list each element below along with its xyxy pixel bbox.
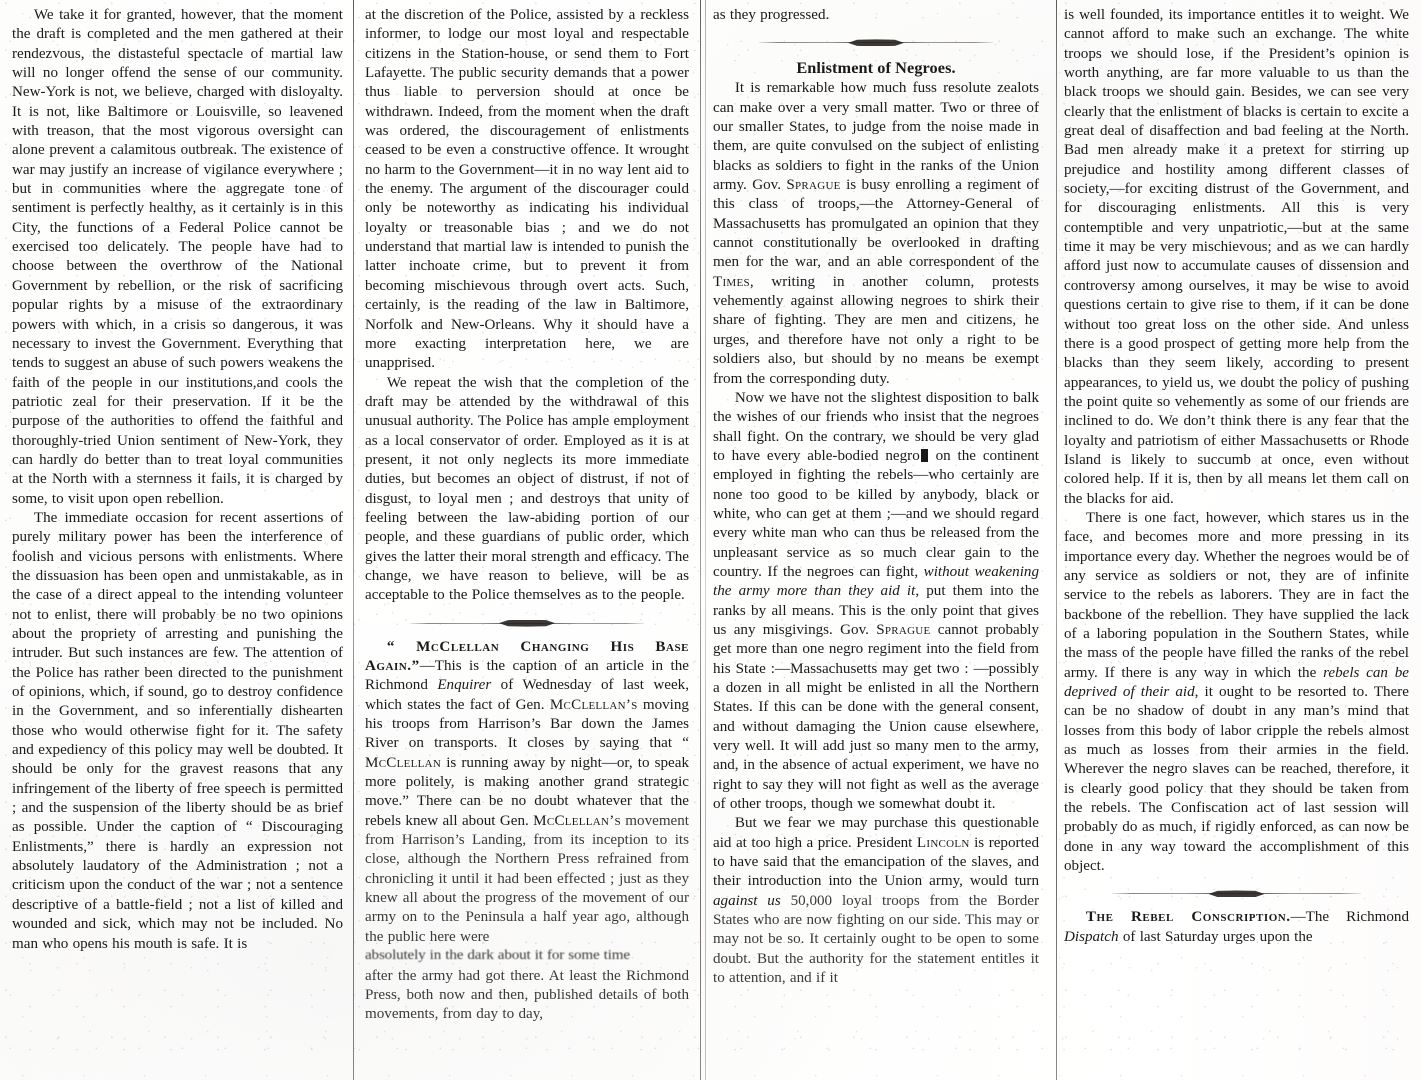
text-run: is reported to have said that the emancipation of the slaves, and their introduction into the Union army, would turn (713, 834, 1039, 890)
text-column-1 (0, 0, 353, 1080)
article-text: The Richmond (1305, 909, 1410, 926)
lens-divider-ornament (499, 620, 555, 627)
text-run: , it ought to be resorted to. There can be no shadow of doubt in any man’s mind that losses from this body of labor cripple the rebels almost as much as losses from their armies in the field. Wherever the negro slaves can be reached, therefore, it is clearly good policy that they should be taken from the rebels. The Confiscation act of last session will probably do as much, if rigidly enforced, as can now be done in any way toward the accomplishment of this object. (1064, 684, 1410, 875)
em-dash: — (1290, 909, 1306, 926)
paragraph: The immediate occasion for recent assertions of purely military power has been the interference of foolish and vicious persons with enlistments. Where the dissuasion has been open and unmistakable, as in the case of a direct appeal to the intending volunteer not to enlist, there will probably be no two opinions about the propriety of arresting and punishing the intruder. But such instances are few. The attention of the Police has rather been directed to the punishment of opinions, which, if sound, go to destroy confidence in the Government, and so inferentially dishearten those who would otherwise fight for it. The safety and expediency of this policy may well be doubted. It should be only for the gravest reasons that any infringement of the liberty of free speech is permitted ; and the suspension of the liberty should be as brief as possible. Under the caption of “ Discouraging Enlistments,” there is hardly an expression not absolutely laudatory of the Administration ; not a criticism upon the conduct of the war ; not a sentence descriptive of a battle-field ; not a list of killed and wounded and sick, which may not be included. No man who opens his mouth is safe. It is (12, 509, 343, 952)
ink-blot-artifact (921, 449, 928, 462)
text-run: , put them into the ranks by all means. This is the only point that gives us any misgivings. Gov. (713, 583, 1039, 638)
person-name-mcclellan: McClellan (365, 754, 442, 771)
paragraph-continuation: is well founded, its importance entitles it to weight. We cannot afford to make such an exchange. The white troops we should lose, if the President’s opinion is worth anything, are far more valuable to us than the black troops we should gain. Besides, we can see very clearly that the enlistment of blacks is certain to excite a great deal of disaffection and bad feeling at the North. Bad men already make it a pretext for stirring up prejudice and hostility among different classes of society,—for exciting distrust of the Government, and for discouraging enlistments. All this is very contemptible and very unpatriotic,—but at the same time it may be very mischievous; and as we can hardly afford just now to accumulate causes of dissension and controversy among ourselves, it may be wise to avoid questions certain to give rise to them, if it can be done without too great loss on the other side. And unless there is a good prospect of getting more help from the blacks than they seem likely, according to present appearances, to yield us, we doubt the policy of pushing the point quite so vehemently as some of our friends are inclined to do. We don’t think there is any fear that the loyalty and patriotism of either Massachusetts or Rhode Island is likely to succumb at once, even without colored help. If it is, then by all means let them call on the blacks for aid. (1064, 7, 1409, 507)
column-rule-3 (1056, 0, 1057, 1080)
article-text: of last Saturday urges upon the (1118, 928, 1313, 945)
person-name-sprague: Sprague (876, 621, 931, 638)
publication-name-enquirer: Enquirer (437, 677, 492, 694)
paragraph-carryover: as they progressed. (713, 7, 830, 23)
article-text: moving his troops from Harrison’s Bar down the James River on transports. It closes by saying that “ (365, 696, 689, 752)
text-column-4 (1050, 0, 1421, 1080)
paragraph (713, 79, 1039, 389)
text-run: But we fear we may purchase this questionable aid at too high a price. President (713, 815, 1039, 851)
text-run: cannot probably get more than one negro regiment into the field from his State :—Massachusetts may get two : —possibly a dozen in all might be enlisted in all the Northern States. If this can be done with the general consent, and without damaging the Union cause elsewhere, very well. It will add just so many men to the army, and, in the absence of actual experiment, we have no right to say they will not fight as well as the average of other troops, though we somewhat doubt it. (713, 621, 1039, 813)
paragraph: We take it for granted, however, that the moment the draft is completed and the men gathered at their rendezvous, the distasteful spectacle of martial law will no longer offend the sense of our community. New-York is not, we believe, charged with disloyalty. It is not, like Baltimore or Louisville, so leavened with treason, that the most vigorous oversight can alone prevent a calamitous outbreak. The existence of war may justify an increase of vigilance everywhere ; but in communities where the aggregate tone of sentiment is perfectly healthy, as it certainly is in this City, the functions of a Federal Police cannot be exercised too delicately. The people have had to choose between the overthrow of the National Government by rebellion, or the risk of sacrificing popular rights by a misuse of the extraordinary powers with which, in a crisis so dangerous, it was necessary to invest the Government. Everything that tends to suggest an abuse of such powers weakens the faith of the people in our institutions,and cools the patriotic zeal for their preservation. If it be the purpose of the authorities to offend the faithful and thoroughly-tried Union sentiment of New-York, they can hardly do better than to treat loyal communities at the North with a sternness it fails, it is charged by some, to visit upon open rebellion. (12, 7, 343, 507)
article-text: This is the caption of an article in the Richmond (365, 658, 689, 694)
text-run: is busy enrolling a regiment of this class of troops,—the Attorney-General of Massachusetts has promulgated an opinion that they cannot constitutionally be overlooked in drafting men for the war, and an able correspondent of the (713, 177, 1039, 271)
column-rule-1 (353, 0, 354, 1080)
lens-divider-ornament (848, 39, 904, 46)
text-run: Now we have not the slightest disposition to balk the wishes of our friends who insist that the negroes shall fight. On the contrary, we should be very glad to have every able-bodied negro (713, 389, 1039, 464)
text-run: It is remarkable how much fuss resolute zealots can make over a very small matter. Two or three of our smaller States, to judge from the noise made in them, are quite convulsed on the subject of enlisting blacks as soldiers to fight in the ranks of the Union army. Gov. (713, 80, 1039, 194)
person-name-sprague: Sprague (786, 177, 841, 194)
article-text: movement from Harrison’s Landing, from its inception to its close, although the Northern Press refrained from chronicling it until it had been effected ; just as they knew all about the progress of the movement of our army on to the Peninsula a half year ago, although the public here were (365, 812, 689, 945)
article-lead-headline: The Rebel Conscription. (1085, 909, 1291, 926)
article-lead-headline: “ McClellan Changing His Base Again.” (365, 638, 689, 674)
scan-artifact-line: absolutely in the dark about it for some time (365, 948, 630, 963)
article-headline-enlistment-of-negroes: Enlistment of Negroes. (796, 58, 956, 78)
person-name-mcclellan: McClellan’s (549, 696, 638, 713)
ornamental-divider (713, 34, 1039, 51)
paragraph (1064, 509, 1409, 877)
paragraph: We repeat the wish that the completion of the draft may be attended by the withdrawal of this unusual authority. The Police has ample employment as a local conservator of order. Employed as it is at present, it not only neglects its more immediate duties, but becomes an object of distrust, if not of disgust, to loyal men ; and destroys that unity of feeling between the law-abiding portion of our people, and these guardians of public order, which gives the latter their moral strength and efficacy. The change, we have reason to believe, will be as acceptable to the Police themselves as to the people. (365, 374, 689, 604)
ornamental-divider (365, 615, 689, 632)
article-text: is running away by night—or, to speak more politely, is making another grand strategic move.” There can be no doubt whatever that the rebels knew all about Gen. (365, 754, 689, 829)
article-mcclellan (365, 638, 689, 948)
column-rule-2b (705, 0, 706, 1080)
article-text-continuation: after the army had got there. At least the Richmond Press, both now and then, published details of both movements, from day to day, (365, 967, 689, 1023)
lens-divider-ornament (1209, 890, 1265, 897)
text-column-2 (353, 0, 700, 1080)
text-column-3 (700, 0, 1050, 1080)
column-rule-2a (700, 0, 701, 1080)
text-run: , writing in another column, protests vehemently against allowing negroes to shirk their share of fighting. They are men and citizens, he urges, and therefore have not only a right to be soldiers also, but should by no means be exempt from the corresponding duty. (713, 273, 1039, 387)
publication-name-times: Times (713, 273, 750, 290)
article-rebel-conscription (1064, 908, 1409, 947)
emphasised-clause: rebels can be deprived of their aid (1064, 664, 1409, 701)
em-dash: — (419, 658, 435, 674)
person-name-lincoln: Lincoln (916, 834, 970, 851)
paragraph (713, 389, 1039, 815)
paragraph (713, 814, 1039, 988)
text-run: There is one fact, however, which stares us in the face, and becomes more and more pressing in its importance every day. Whether the negroes would be of any service as soldiers or not, they are of infinite service to the rebels as laborers. They are in fact the backbone of the rebellion. They have supplied the lack of a laboring population in the Southern States, while the mass of the people have filled the ranks of the rebel army. If there is any way in which the (1064, 509, 1409, 681)
paragraph-continuation: at the discretion of the Police, assisted by a reckless informer, to lodge our most loyal and respectable citizens in the Station-house, or send them to Fort Lafayette. The public security demands that a power thus liable to perversion should at once be withdrawn. Indeed, from the moment when the draft was ordered, the discouragement of enlistments ceased to be even a constructive offence. It wrought no harm to the Government—it in no way lent aid to the enemy. The argument of the discourager could only be noteworthy as indicating his individual loyalty or treasonable bias ; and we do not understand that martial law is intended to punish the latter inchoate crime, but to prevent it from becoming mischievous through overt acts. Such, certainly, is the reading of the law in Baltimore, Norfolk and New-Orleans. Why it should have a more exacting interpretation here, we are unapprised. (365, 7, 689, 372)
article-text: of Wednesday of last week, which states the fact of Gen. (365, 677, 689, 713)
publication-name-dispatch: Dispatch (1064, 928, 1119, 945)
text-run: on the continent employed in fighting the rebels—who certainly are none too good to be killed by anybody, black or white, who can get at them ;—and we should regard every white man who can thus be released from the unpleasant service as so much clear gain to the country. If the negroes can fight, (713, 447, 1039, 580)
text-run: 50,000 loyal troops from the Border States who are now fighting on our side. This may or may not be so. It certainly ought to be open to some doubt. But the authority for the statement entitles it to attention, and if it (713, 892, 1039, 987)
emphasised-clause: against us (713, 892, 781, 909)
emphasised-clause: without weakening the army more than they aid it (713, 563, 1040, 600)
person-name-mcclellan: McClellan’s (533, 812, 621, 829)
ornamental-divider (1064, 885, 1409, 902)
